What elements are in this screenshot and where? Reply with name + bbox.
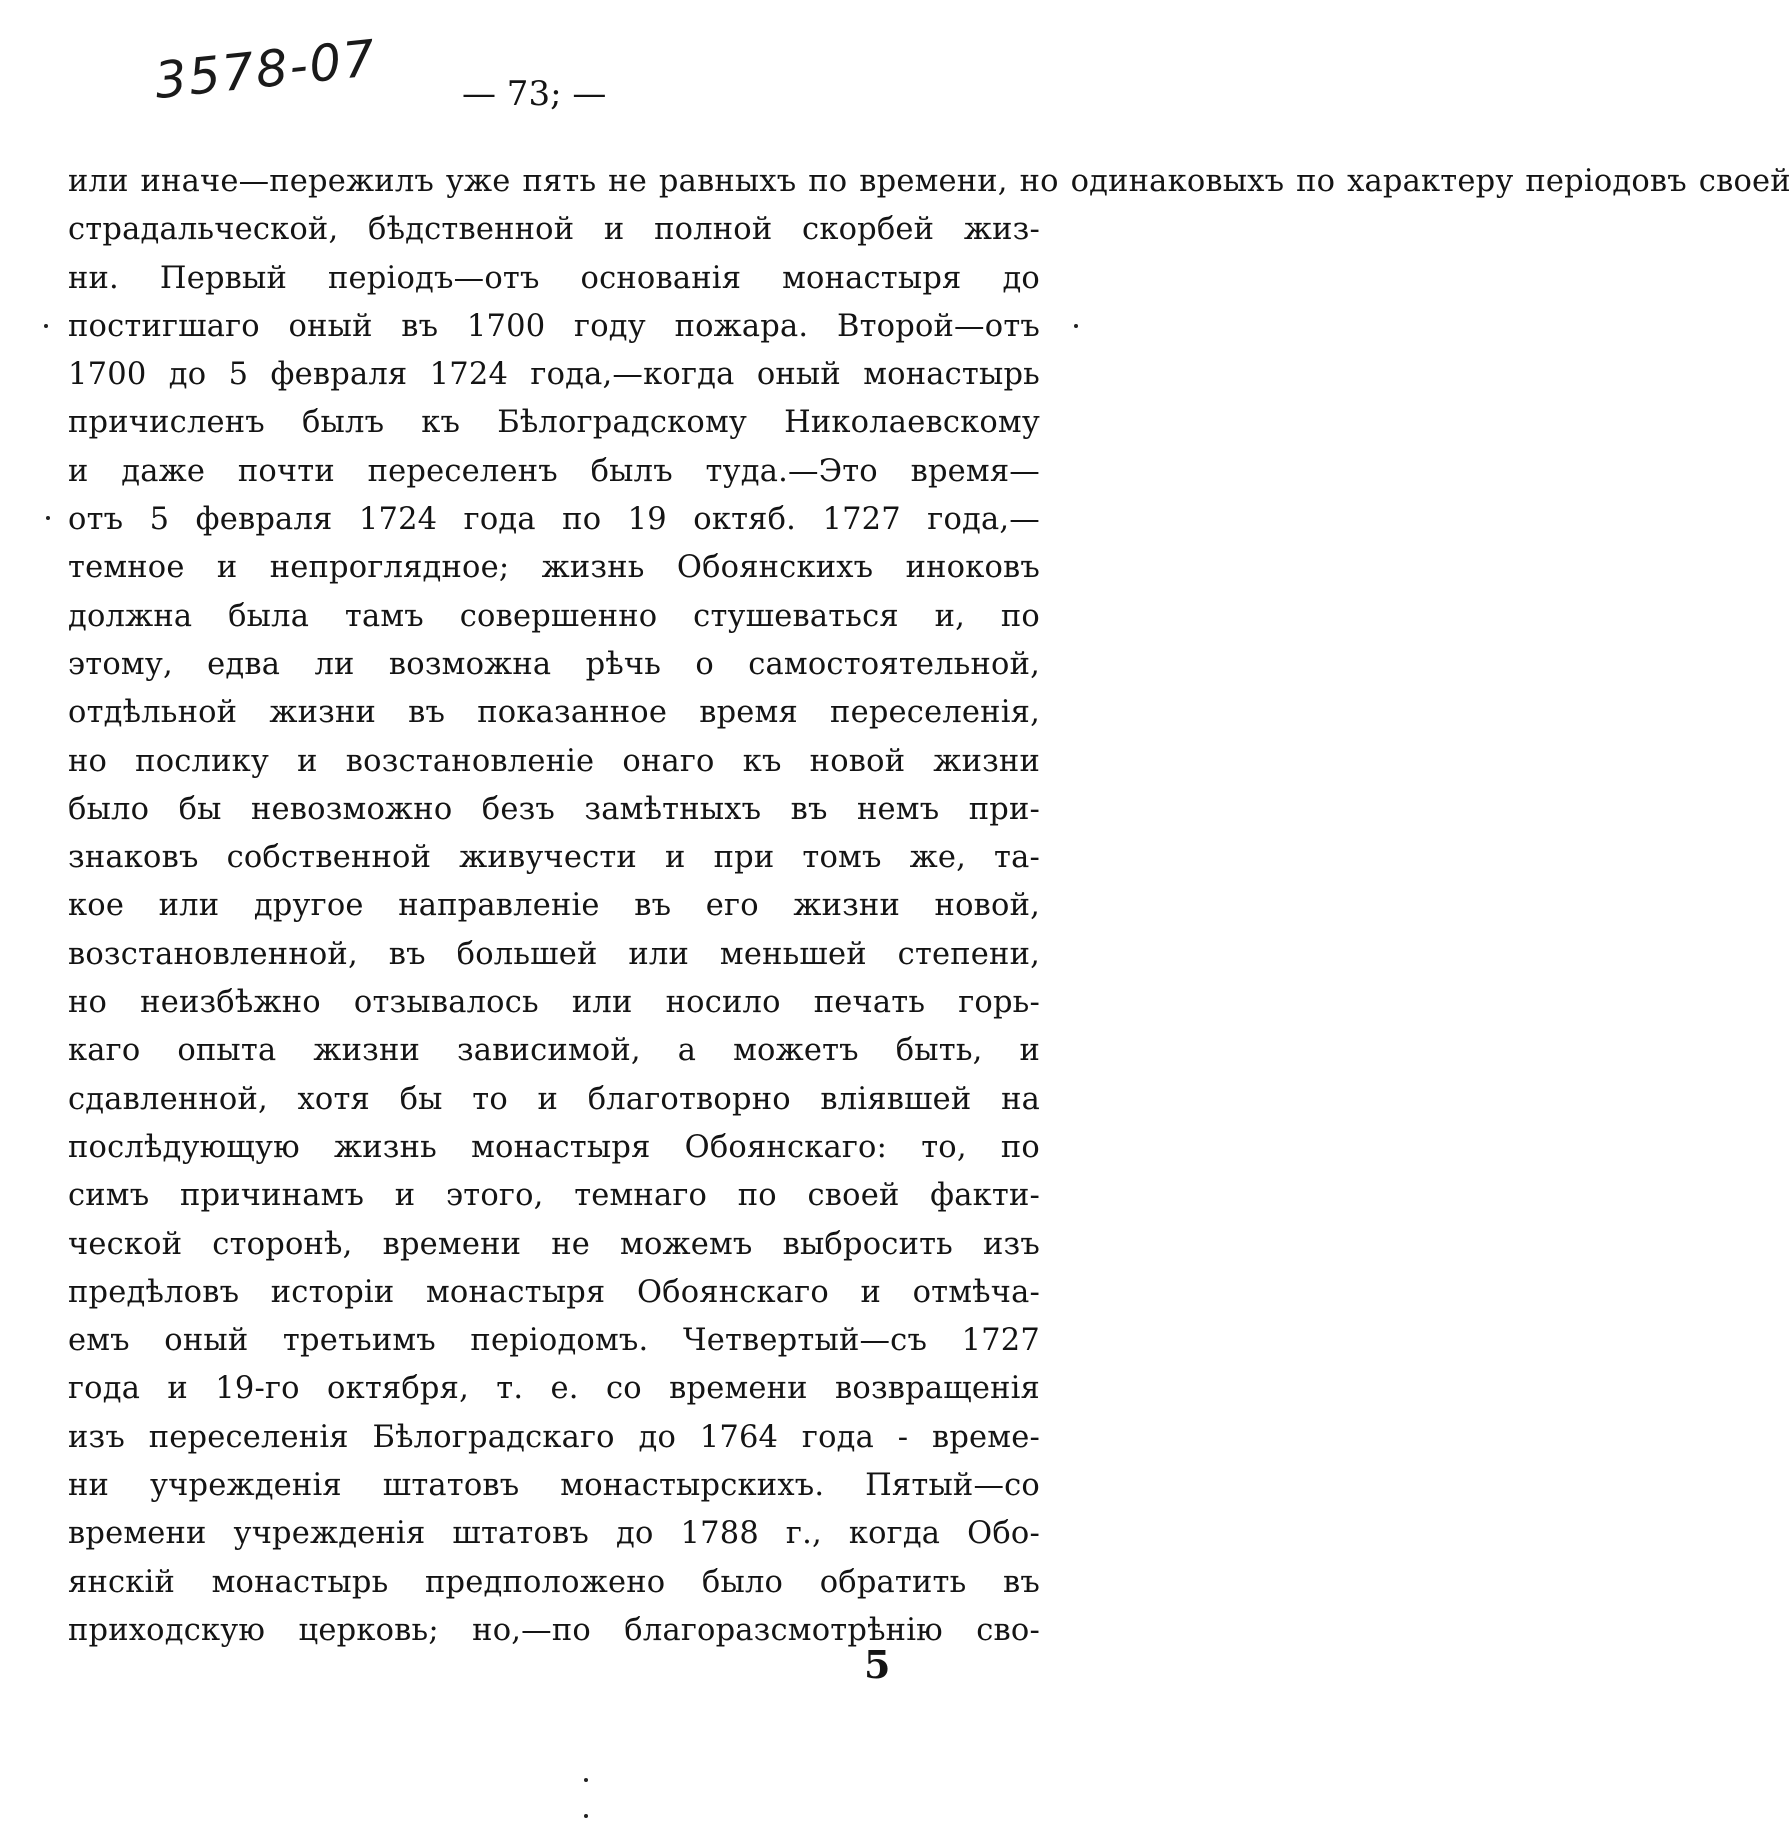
text-line: изъ переселенія Бѣлоградскаго до 1764 года - време- <box>68 1419 1040 1455</box>
text-line: страдальческой, бѣдственной и полной скорбей жиз- <box>68 212 1040 248</box>
text-line: янскій монастырь предположено было обратить въ <box>68 1564 1040 1600</box>
text-line: возстановленной, въ большей или меньшей степени, <box>68 936 1040 972</box>
text-line: времени учрежденія штатовъ до 1788 г., когда Обо- <box>68 1516 1040 1552</box>
text-line: симъ причинамъ и этого, темнаго по своей факти- <box>68 1178 1040 1214</box>
text-line: было бы невозможно безъ замѣтныхъ въ немъ при- <box>68 791 1040 827</box>
text-line: 1700 до 5 февраля 1724 года,—когда оный монастырь <box>68 357 1040 393</box>
text-line: темное и непроглядное; жизнь Обоянскихъ иноковъ <box>68 550 1040 586</box>
text-line: причисленъ былъ къ Бѣлоградскому Николаевскому <box>68 405 1040 441</box>
text-line: знаковъ собственной живучести и при томъ же, та- <box>68 840 1040 876</box>
text-line: отъ 5 февраля 1724 года по 19 октяб. 1727 года,— <box>68 502 1040 538</box>
text-line: предѣловъ исторіи монастыря Обоянскаго и отмѣча- <box>68 1274 1040 1310</box>
print-speck <box>584 1778 588 1782</box>
handwritten-archive-mark: 3578-07 <box>151 29 380 110</box>
text-line: послѣдующую жизнь монастыря Обоянскаго: то, по <box>68 1129 1040 1165</box>
print-speck <box>46 516 50 520</box>
text-line: отдѣльной жизни въ показанное время переселенія, <box>68 695 1040 731</box>
text-line: каго опыта жизни зависимой, а можетъ быть, и <box>68 1033 1040 1069</box>
print-speck <box>584 1814 588 1818</box>
text-line: ни учрежденія штатовъ монастырскихъ. Пятый—со <box>68 1468 1040 1504</box>
signature-mark: 5 <box>864 1642 891 1687</box>
body-text <box>68 158 1791 1655</box>
text-line: но послику и возстановленіе онаго къ новой жизни <box>68 743 1040 779</box>
text-line: этому, едва ли возможна рѣчь о самостоятельной, <box>68 646 1040 682</box>
text-line: года и 19-го октября, т. е. со времени возвращенія <box>68 1371 1040 1407</box>
text-line: постигшаго оный въ 1700 году пожара. Второй—отъ <box>68 308 1040 344</box>
text-line: кое или другое направленіе въ его жизни новой, <box>68 888 1040 924</box>
print-speck <box>44 324 48 328</box>
text-line: приходскую церковь; но,—по благоразсмотрѣнію сво- <box>68 1612 1040 1648</box>
page-number: — 73; — <box>462 74 607 114</box>
text-line: но неизбѣжно отзывалось или носило печать горь- <box>68 985 1040 1021</box>
text-line: емъ оный третьимъ періодомъ. Четвертый—съ 1727 <box>68 1323 1040 1359</box>
text-line: ни. Первый періодъ—отъ основанія монастыря до <box>68 260 1040 296</box>
text-line: сдавленной, хотя бы то и благотворно вліявшей на <box>68 1081 1040 1117</box>
print-speck <box>1074 324 1078 328</box>
text-line: должна была тамъ совершенно стушеваться и, по <box>68 598 1040 634</box>
text-line: и даже почти переселенъ былъ туда.—Это время— <box>68 453 1040 489</box>
text-line: ческой сторонѣ, времени не можемъ выбросить изъ <box>68 1226 1040 1262</box>
text-line: или иначе—пережилъ уже пять не равныхъ по времени, но одинаковыхъ по характеру періодовъ своей <box>68 164 1791 199</box>
